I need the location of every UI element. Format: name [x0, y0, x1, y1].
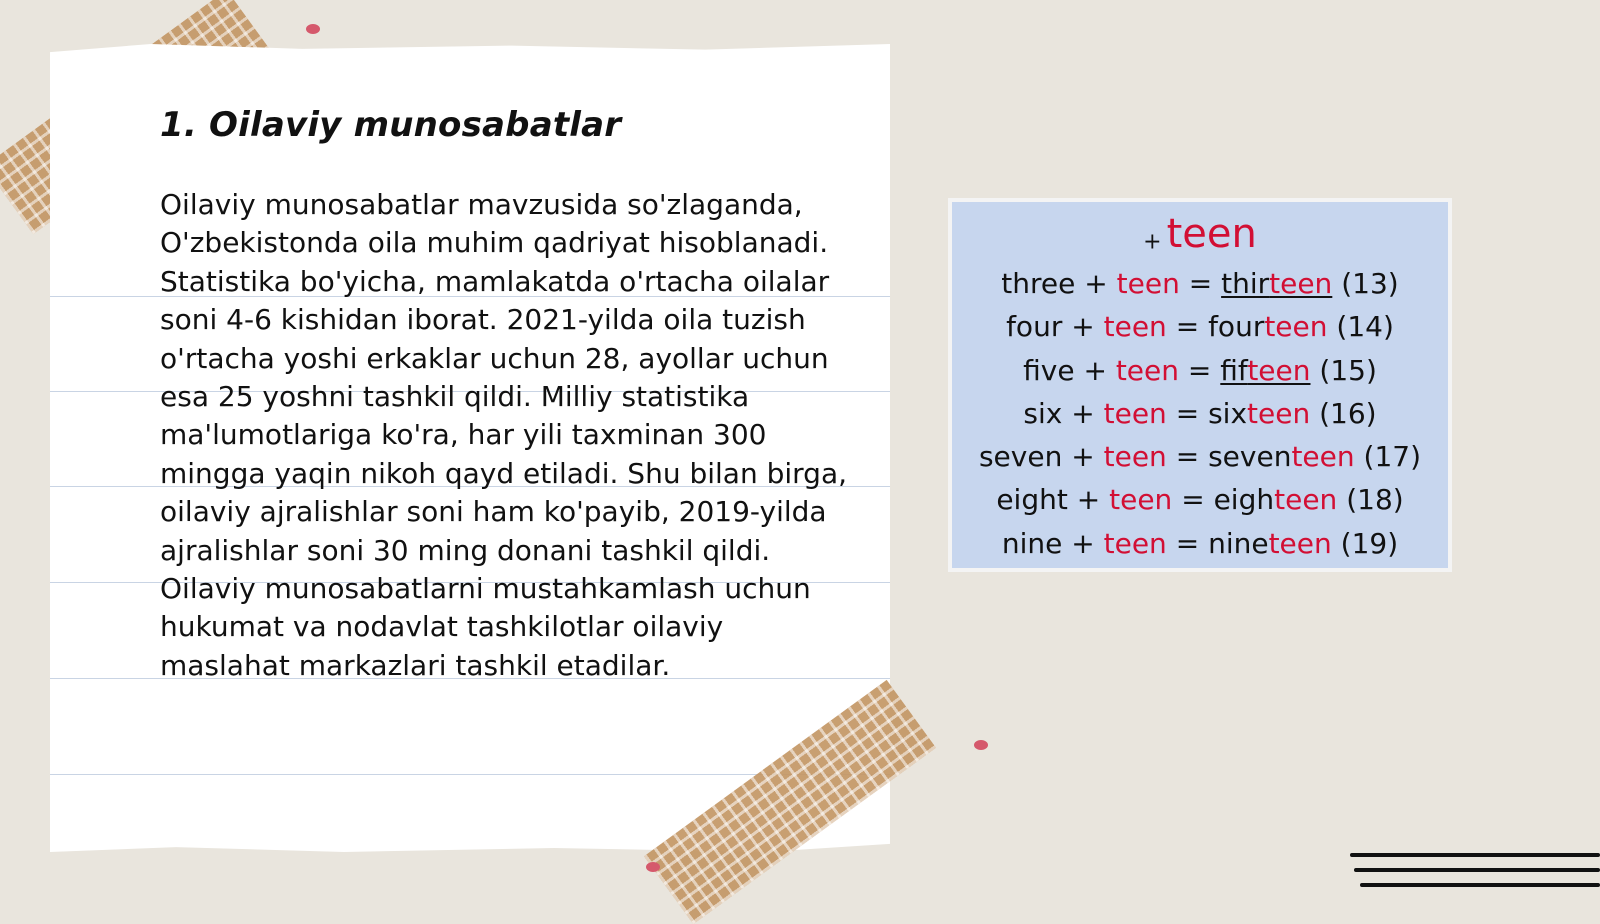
teen-row-16 — [952, 392, 1448, 435]
number-value: (16) — [1319, 396, 1377, 430]
word-stem: six — [1208, 396, 1248, 430]
number-value: (17) — [1363, 440, 1422, 474]
teen-row-15 — [952, 349, 1448, 392]
result-word — [1221, 267, 1332, 300]
slide-body-text: Oilaviy munosabatlar mavzusida so'zlaganda, O'zbekistonda oila muhim qadriyat hisoblanadi. Statistika bo'yicha, mamlakatda o'rtacha oilalar soni 4-6 kishidan iborat. 2021-yilda oila tuzish o'rtacha yoshi erkaklar uchun 28, ayollar uchun esa 25 yoshni tashkil qildi. Milliy statistika ma'lumotlariga ko'ra, har yili taxminan 300 mingga yaqin nikoh qayd etiladi. Shu bilan birga, oilaviy ajralishlar soni ham ko'payib, 2019-yilda ajralishlar soni 30 ming donani tashkil qildi. Oilaviy munosabatlarni mustahkamlash uchun hukumat va nodavlat tashkilotlar oilaviy maslahat markazlari tashkil etadilar. — [160, 188, 848, 682]
tape-pin-bottom — [646, 862, 660, 872]
result-word — [1208, 397, 1310, 430]
equals-sign: = — [1181, 483, 1205, 517]
word-stem: thir — [1221, 267, 1270, 300]
teen-row-13 — [952, 262, 1448, 305]
result-word — [1208, 527, 1332, 560]
teen-numbers-table — [952, 202, 1448, 568]
word-suffix: teen — [1291, 440, 1355, 474]
plus-sign: + — [1084, 267, 1108, 300]
plus-sign: + — [1071, 310, 1095, 344]
teen-suffix: teen — [1116, 267, 1180, 300]
number-value: (19) — [1340, 526, 1399, 560]
teen-heading — [952, 206, 1448, 262]
number-value: (13) — [1341, 267, 1399, 300]
base-word: seven — [978, 440, 1063, 474]
word-stem: four — [1208, 310, 1265, 344]
base-word: eight — [996, 483, 1068, 517]
teen-row-19 — [952, 522, 1448, 565]
number-value: (15) — [1319, 353, 1377, 387]
equals-sign: = — [1175, 310, 1200, 344]
equals-sign: = — [1188, 267, 1213, 300]
plus-sign: + — [1143, 229, 1162, 255]
teen-suffix: teen — [1103, 440, 1167, 474]
teen-row-17 — [952, 435, 1448, 478]
plus-sign: + — [1076, 483, 1101, 517]
word-stem: fif — [1220, 353, 1248, 387]
base-word: four — [1006, 310, 1063, 344]
word-stem: seven — [1208, 440, 1292, 474]
equals-sign: = — [1175, 440, 1200, 474]
word-suffix: teen — [1247, 396, 1311, 430]
result-word — [1208, 440, 1355, 473]
equals-sign: = — [1175, 526, 1200, 560]
tape-pin-top — [306, 24, 320, 34]
teen-suffix: teen — [1103, 526, 1167, 560]
result-word — [1214, 483, 1338, 516]
number-value: (14) — [1336, 310, 1394, 344]
result-word — [1208, 310, 1327, 343]
word-suffix: teen — [1268, 526, 1332, 560]
word-stem: eigh — [1213, 483, 1275, 517]
teen-row-14 — [952, 305, 1448, 348]
decorative-stroke — [1350, 853, 1600, 857]
base-word: three — [1001, 267, 1076, 300]
tape-pin-right — [974, 740, 988, 750]
equals-sign: = — [1187, 353, 1212, 387]
teen-suffix: teen — [1103, 310, 1167, 344]
decorative-stroke — [1354, 868, 1600, 872]
base-word: five — [1023, 353, 1075, 387]
teen-suffix: teen — [1115, 353, 1180, 387]
slide-title: 1. Oilaviy munosabatlar — [160, 105, 622, 145]
word-stem: nine — [1208, 526, 1269, 560]
equals-sign: = — [1175, 396, 1200, 430]
decorative-stroke — [1360, 883, 1600, 887]
word-suffix: teen — [1247, 353, 1311, 387]
base-word: nine — [1001, 526, 1063, 560]
plus-sign: + — [1071, 440, 1095, 474]
plus-sign: + — [1071, 526, 1095, 560]
word-suffix: teen — [1264, 310, 1328, 344]
number-value: (18) — [1346, 483, 1404, 517]
word-suffix: teen — [1269, 267, 1333, 300]
base-word: six — [1023, 396, 1063, 430]
teen-suffix: teen — [1109, 483, 1173, 517]
plus-sign: + — [1083, 353, 1107, 387]
teen-suffix-heading: teen — [1166, 211, 1257, 257]
teen-row-18 — [952, 478, 1448, 521]
word-suffix: teen — [1274, 483, 1338, 517]
teen-suffix: teen — [1103, 396, 1167, 430]
plus-sign: + — [1071, 396, 1095, 430]
result-word — [1220, 354, 1310, 387]
